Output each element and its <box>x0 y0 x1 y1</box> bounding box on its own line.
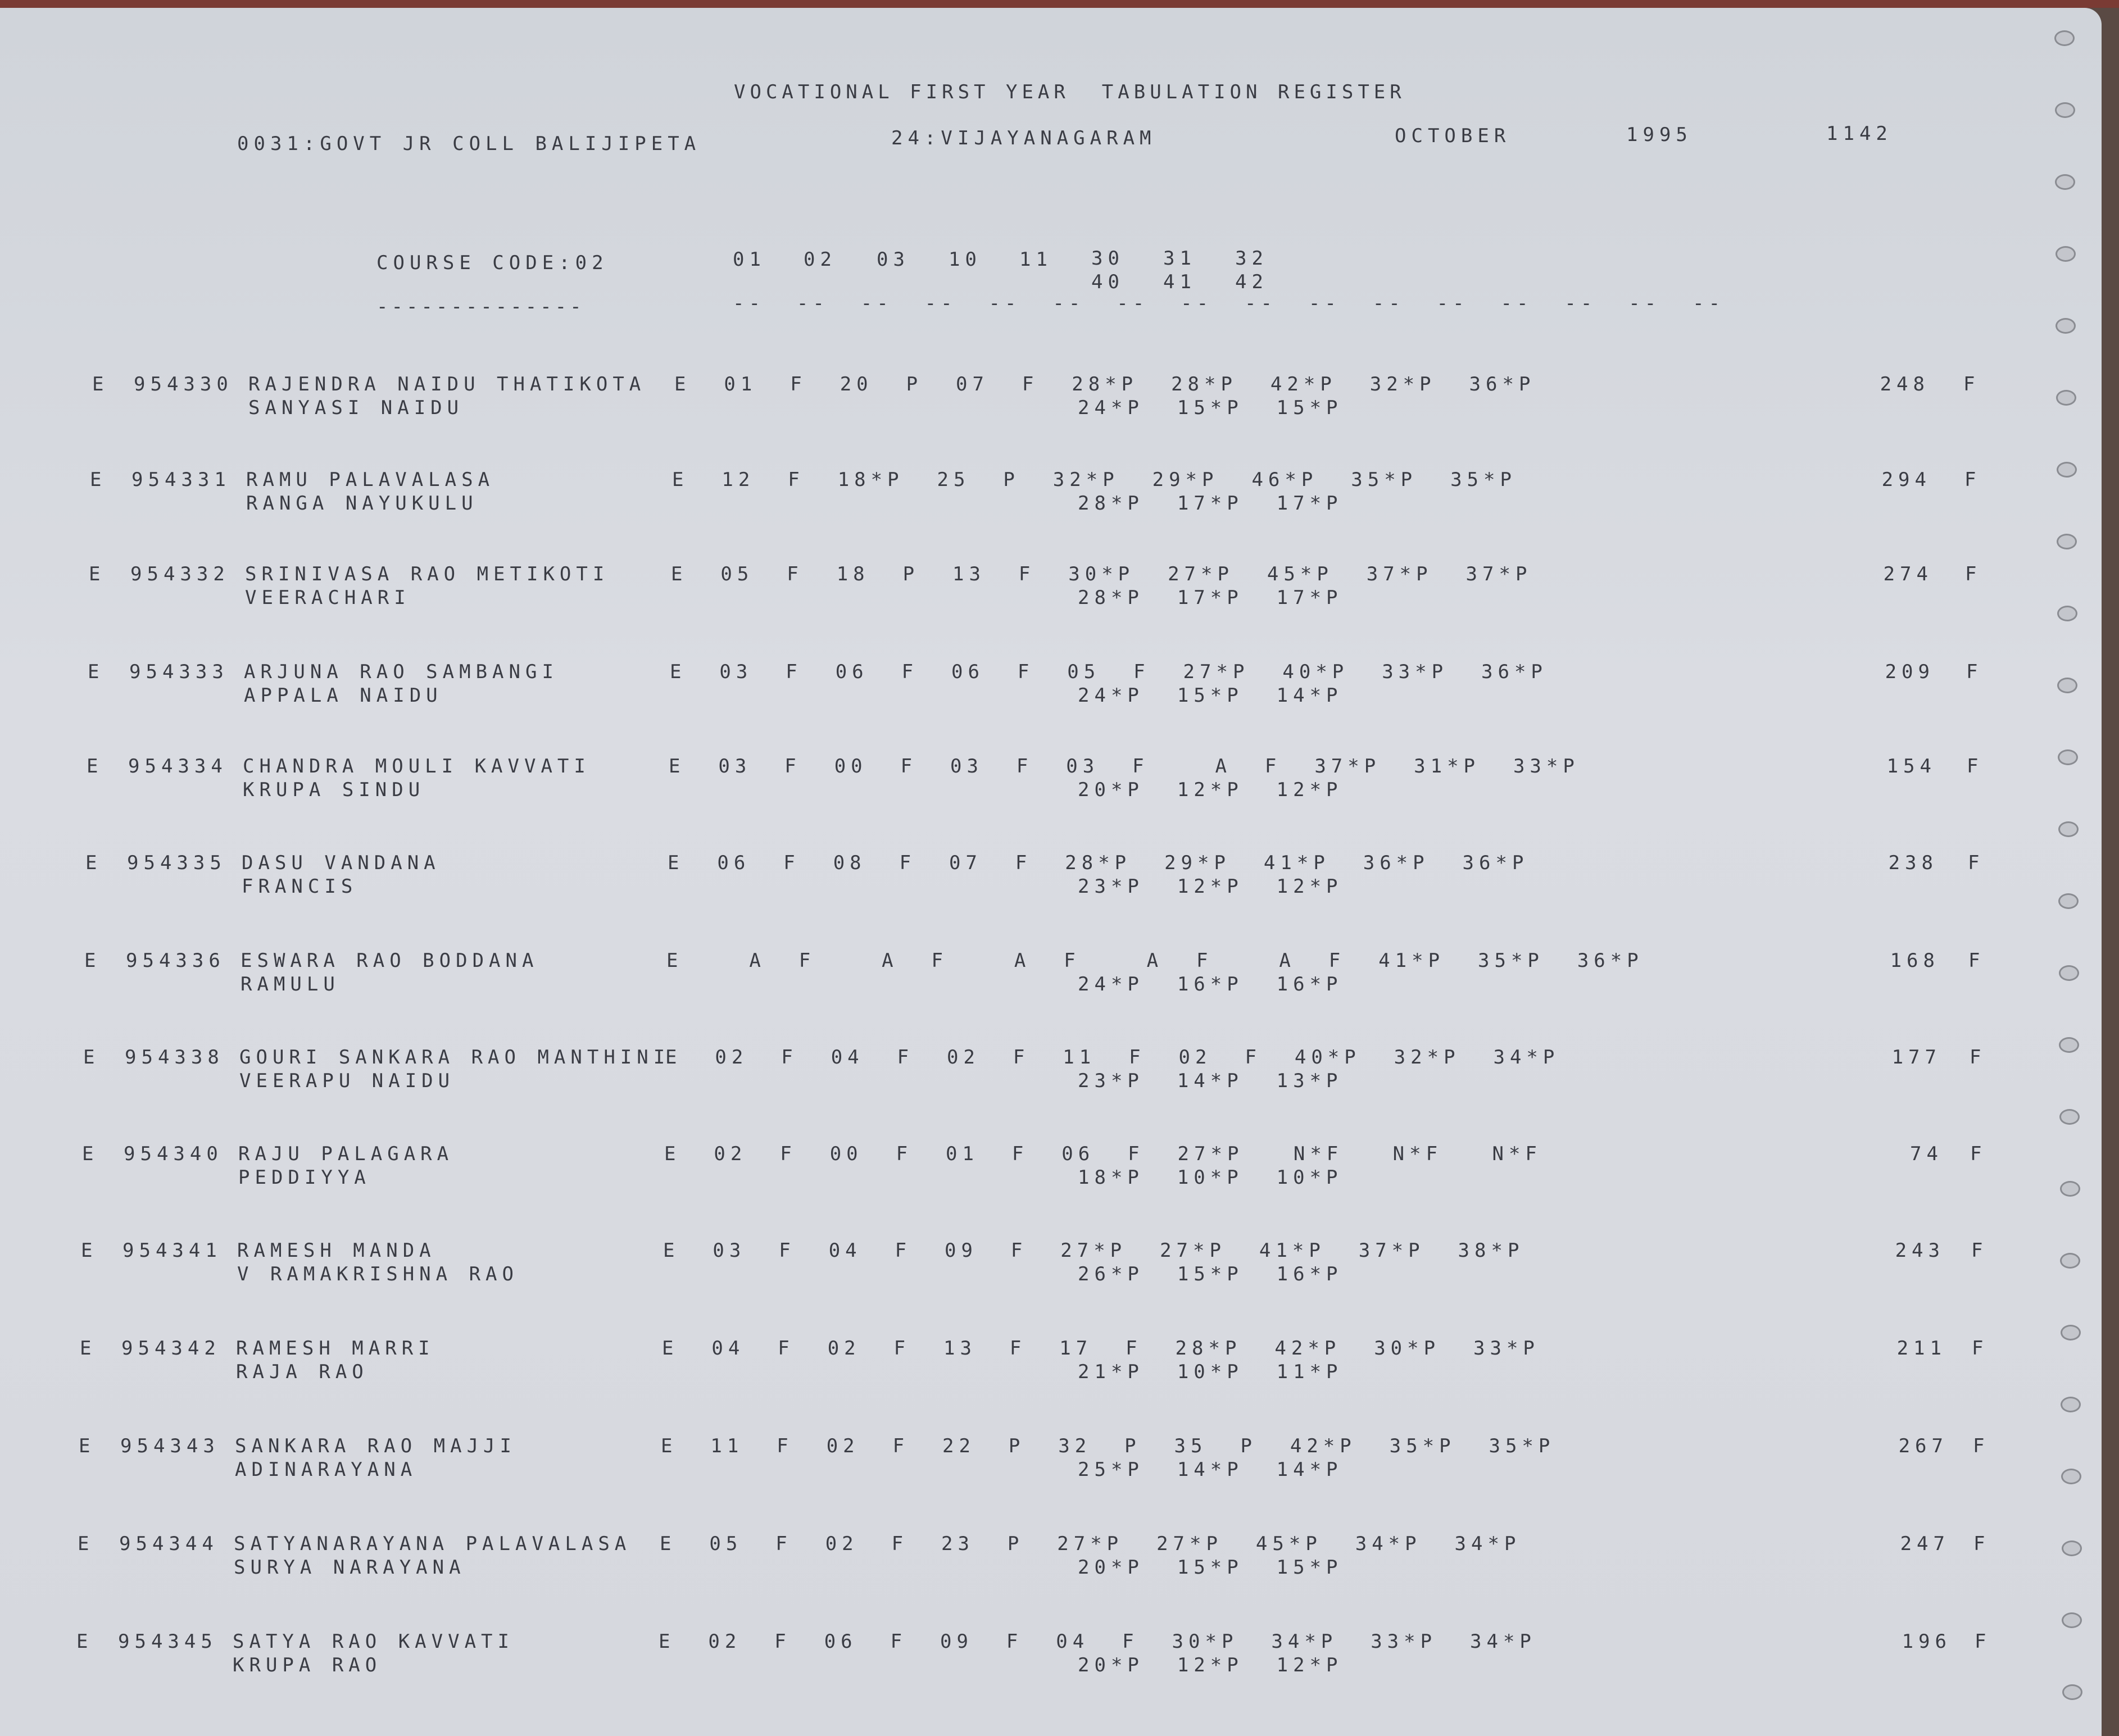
result-status: F <box>1967 755 1984 778</box>
feed-hole <box>2057 678 2077 693</box>
marks-line-1: E 02 F 06 F 09 F 04 F 30*P 34*P 33*P 34*P <box>659 1630 1536 1653</box>
marks-line-2: 18*P 10*P 10*P <box>1078 1166 1343 1189</box>
hall-ticket-number: 954335 <box>127 852 226 874</box>
district: 24:VIJAYANAGARAM <box>891 127 1156 149</box>
total-marks: 243 <box>1895 1239 1945 1262</box>
result-status: F <box>1966 661 1983 683</box>
feed-hole <box>2060 1181 2080 1197</box>
feed-hole <box>2062 1540 2082 1556</box>
result-status: F <box>1968 949 1985 972</box>
col-code-42: 42 <box>1235 271 1268 293</box>
feed-hole <box>2054 30 2075 46</box>
record-medium: E <box>87 755 103 778</box>
hall-ticket-number: 954338 <box>125 1046 224 1069</box>
marks-line-2: 24*P 15*P 15*P <box>1078 397 1343 419</box>
record-row <box>0 755 2045 806</box>
marks-line-1: E 01 F 20 P 07 F 28*P 28*P 42*P 32*P 36*P <box>674 373 1536 396</box>
total-marks: 177 <box>1891 1046 1941 1069</box>
result-status: F <box>1975 1630 1991 1653</box>
parent-name: RAMULU <box>241 973 340 996</box>
student-name: SATYANARAYANA PALAVALASA <box>234 1533 632 1555</box>
parent-name: RANGA NAYUKULU <box>246 492 478 515</box>
parent-name: APPALA NAIDU <box>244 684 443 707</box>
record-medium: E <box>92 373 109 396</box>
parent-name: FRANCIS <box>242 875 358 898</box>
feed-hole <box>2056 246 2076 262</box>
parent-name: SANYASI NAIDU <box>248 397 464 419</box>
feed-hole <box>2056 318 2076 334</box>
total-marks: 168 <box>1890 949 1940 972</box>
total-marks: 196 <box>1902 1630 1952 1653</box>
parent-name: RAJA RAO <box>236 1361 369 1383</box>
result-status: F <box>1970 1046 1986 1069</box>
feed-hole <box>2059 1109 2080 1125</box>
hall-ticket-number: 954345 <box>118 1630 217 1653</box>
record-medium: E <box>83 1046 100 1069</box>
marks-line-1: E 03 F 04 F 09 F 27*P 27*P 41*P 37*P 38*P <box>663 1239 1524 1262</box>
student-name: SANKARA RAO MAJJI <box>235 1435 516 1457</box>
marks-line-2: 26*P 15*P 16*P <box>1078 1263 1343 1285</box>
total-marks: 154 <box>1886 755 1936 778</box>
marks-line-2: 24*P 16*P 16*P <box>1078 973 1343 996</box>
record-medium: E <box>90 469 107 491</box>
hall-ticket-number: 954343 <box>120 1435 220 1457</box>
student-name: CHANDRA MOULI KAVVATI <box>243 755 591 778</box>
record-row <box>0 949 2045 1000</box>
result-status: F <box>1964 469 1981 491</box>
record-medium: E <box>82 1143 99 1165</box>
col-code-01: 01 <box>733 248 766 271</box>
hall-ticket-number: 954341 <box>122 1239 222 1262</box>
parent-name: VEERACHARI <box>245 587 411 609</box>
result-status: F <box>1963 373 1980 396</box>
feed-hole <box>2061 1325 2081 1340</box>
hall-ticket-number: 954334 <box>128 755 228 778</box>
total-marks: 211 <box>1896 1337 1946 1360</box>
record-medium: E <box>84 949 101 972</box>
hall-ticket-number: 954333 <box>129 661 229 683</box>
parent-name: KRUPA RAO <box>233 1654 382 1676</box>
total-marks: 294 <box>1881 469 1931 491</box>
tractor-feed-holes <box>2034 8 2102 1736</box>
parent-name: VEERAPU NAIDU <box>239 1070 455 1092</box>
record-medium: E <box>88 661 105 683</box>
page-top-edge <box>0 0 2119 8</box>
student-name: SRINIVASA RAO METIKOTI <box>245 563 610 585</box>
result-status: F <box>1968 852 1985 874</box>
result-status: F <box>1965 563 1982 585</box>
student-name: ARJUNA RAO SAMBANGI <box>244 661 559 683</box>
record-row <box>0 1046 2045 1097</box>
parent-name: PEDDIYYA <box>238 1166 371 1189</box>
col-code-03: 03 <box>877 248 910 271</box>
student-name: RAMESH MANDA <box>237 1239 436 1262</box>
marks-line-2: 23*P 14*P 13*P <box>1078 1070 1343 1092</box>
feed-hole <box>2057 534 2077 549</box>
marks-line-1: E 02 F 04 F 02 F 11 F 02 F 40*P 32*P 34*P <box>665 1046 1560 1069</box>
marks-line-1: E 03 F 00 F 03 F 03 F A F 37*P 31*P 33*P <box>669 755 1580 778</box>
marks-line-1: E A F A F A F A F A F 41*P 35*P 36*P <box>666 949 1644 972</box>
marks-line-1: E 04 F 02 F 13 F 17 F 28*P 42*P 30*P 33*P <box>662 1337 1540 1360</box>
marks-line-2: 23*P 12*P 12*P <box>1078 875 1343 898</box>
parent-name: SURYA NARAYANA <box>234 1556 466 1579</box>
hall-ticket-number: 954336 <box>126 949 225 972</box>
hall-ticket-number: 954342 <box>121 1337 221 1360</box>
col-code-30: 30 <box>1091 247 1124 270</box>
record-medium: E <box>89 563 106 585</box>
column-dash-line: -- -- -- -- -- -- -- -- -- -- -- -- -- -- -- -- <box>733 292 1725 315</box>
feed-hole <box>2060 1253 2080 1269</box>
record-row <box>0 661 2045 711</box>
marks-line-2: 20*P 15*P 15*P <box>1078 1556 1343 1579</box>
marks-line-1: E 06 F 08 F 07 F 28*P 29*P 41*P 36*P 36*P <box>668 852 1529 874</box>
exam-year: 1995 <box>1626 124 1693 146</box>
student-name: SATYA RAO KAVVATI <box>233 1630 514 1653</box>
feed-hole <box>2061 1397 2081 1412</box>
feed-hole <box>2057 462 2077 478</box>
total-marks: 238 <box>1888 852 1938 874</box>
feed-hole <box>2057 606 2077 621</box>
feed-hole <box>2058 749 2078 765</box>
marks-line-2: 24*P 15*P 14*P <box>1078 684 1343 707</box>
record-row <box>0 1143 2045 1193</box>
col-code-02: 02 <box>804 248 837 271</box>
course-code-underline: -------------- <box>376 296 585 318</box>
marks-line-1: E 11 F 02 F 22 P 32 P 35 P 42*P 35*P 35*P <box>661 1435 1555 1457</box>
record-row <box>0 563 2045 613</box>
marks-line-2: 25*P 14*P 14*P <box>1078 1458 1343 1481</box>
record-row <box>0 1337 2045 1388</box>
course-code-label: COURSE CODE:02 <box>376 252 609 274</box>
feed-hole <box>2056 390 2076 406</box>
col-code-32: 32 <box>1235 247 1268 270</box>
feed-hole <box>2059 965 2079 981</box>
feed-hole <box>2059 1037 2079 1053</box>
record-row <box>0 852 2045 902</box>
record-medium: E <box>80 1337 97 1360</box>
student-name: RAJENDRA NAIDU THATIKOTA <box>248 373 646 396</box>
record-row <box>0 1630 2045 1681</box>
col-code-10: 10 <box>949 248 982 271</box>
marks-line-1: E 12 F 18*P 25 P 32*P 29*P 46*P 35*P 35*P <box>672 469 1517 491</box>
marks-line-1: E 03 F 06 F 06 F 05 F 27*P 40*P 33*P 36*P <box>670 661 1548 683</box>
total-marks: 209 <box>1885 661 1935 683</box>
marks-line-2: 20*P 12*P 12*P <box>1078 779 1343 801</box>
marks-line-2: 20*P 12*P 12*P <box>1078 1654 1343 1676</box>
marks-line-2: 28*P 17*P 17*P <box>1078 587 1343 609</box>
parent-name: ADINARAYANA <box>235 1458 418 1481</box>
feed-hole <box>2062 1612 2082 1628</box>
marks-line-2: 21*P 10*P 11*P <box>1078 1361 1343 1383</box>
hall-ticket-number: 954332 <box>130 563 230 585</box>
record-row <box>0 373 2045 424</box>
total-marks: 247 <box>1900 1533 1950 1555</box>
marks-line-2: 28*P 17*P 17*P <box>1078 492 1343 515</box>
college-code: 0031:GOVT JR COLL BALIJIPETA <box>237 133 701 155</box>
result-status: F <box>1972 1337 1989 1360</box>
hall-ticket-number: 954330 <box>134 373 233 396</box>
record-medium: E <box>79 1435 96 1457</box>
total-marks: 274 <box>1883 563 1933 585</box>
hall-ticket-number: 954344 <box>119 1533 219 1555</box>
result-status: F <box>1973 1435 1990 1457</box>
feed-hole <box>2058 821 2079 837</box>
page-number: 1142 <box>1826 122 1893 145</box>
hall-ticket-number: 954331 <box>131 469 231 491</box>
feed-hole <box>2055 174 2075 190</box>
student-name: RAMESH MARRI <box>236 1337 435 1360</box>
result-status: F <box>1973 1533 1990 1555</box>
record-row <box>0 469 2045 519</box>
total-marks: 267 <box>1898 1435 1948 1457</box>
col-code-40: 40 <box>1091 271 1124 293</box>
col-code-11: 11 <box>1019 248 1052 271</box>
record-row <box>0 1435 2045 1485</box>
marks-line-1: E 05 F 02 F 23 P 27*P 27*P 45*P 34*P 34*P <box>660 1533 1521 1555</box>
record-row <box>0 1239 2045 1290</box>
register-title: VOCATIONAL FIRST YEAR TABULATION REGISTER <box>734 81 1406 103</box>
student-name: GOURI SANKARA RAO MANTHINI <box>239 1046 670 1069</box>
parent-name: KRUPA SINDU <box>243 779 425 801</box>
result-status: F <box>1971 1239 1988 1262</box>
record-medium: E <box>85 852 102 874</box>
total-marks: 74 <box>1910 1143 1943 1165</box>
student-name: RAMU PALAVALASA <box>246 469 495 491</box>
exam-month: OCTOBER <box>1395 125 1511 147</box>
col-code-31: 31 <box>1163 247 1196 270</box>
record-medium: E <box>76 1630 93 1653</box>
student-name: ESWARA RAO BODDANA <box>241 949 539 972</box>
marks-line-1: E 05 F 18 P 13 F 30*P 27*P 45*P 37*P 37*P <box>671 563 1532 585</box>
total-marks: 248 <box>1880 373 1930 396</box>
record-medium: E <box>81 1239 98 1262</box>
result-status: F <box>1970 1143 1987 1165</box>
hall-ticket-number: 954340 <box>124 1143 223 1165</box>
col-code-41: 41 <box>1163 271 1196 293</box>
parent-name: V RAMAKRISHNA RAO <box>237 1263 519 1285</box>
student-name: DASU VANDANA <box>242 852 441 874</box>
feed-hole <box>2058 893 2079 909</box>
marks-line-1: E 02 F 00 F 01 F 06 F 27*P N*F N*F N*F <box>664 1143 1542 1165</box>
feed-hole <box>2061 1469 2081 1484</box>
tabulation-sheet <box>0 8 2102 1736</box>
feed-hole <box>2055 102 2075 118</box>
record-row <box>0 1533 2045 1583</box>
record-medium: E <box>78 1533 94 1555</box>
feed-hole <box>2062 1684 2082 1700</box>
student-name: RAJU PALAGARA <box>238 1143 454 1165</box>
